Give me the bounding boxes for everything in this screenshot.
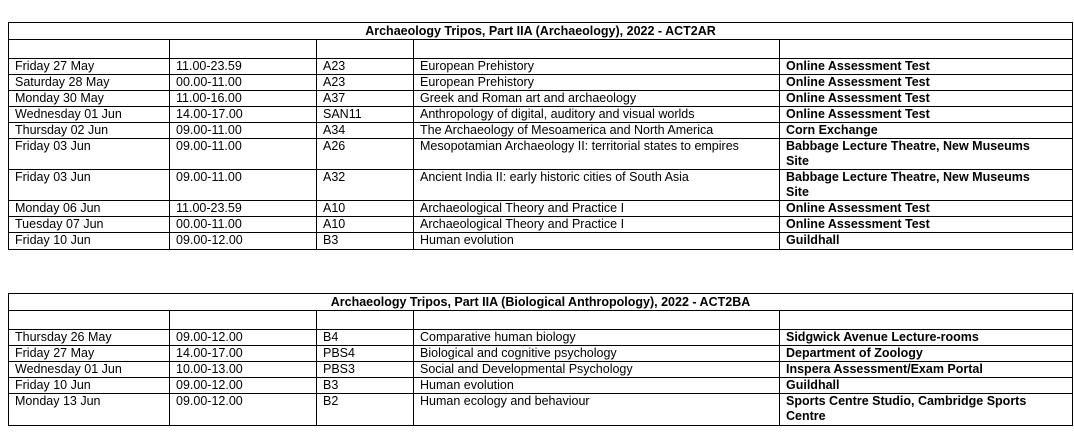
paper-title: European Prehistory <box>413 75 779 90</box>
paper-title: Human evolution <box>413 378 779 393</box>
exam-date: Thursday 02 Jun <box>15 123 109 137</box>
exam-date: Friday 10 Jun <box>15 233 91 247</box>
exam-time: 09.00-11.00 <box>169 170 316 200</box>
table-row <box>9 330 1072 346</box>
exam-venue: Guildhall <box>779 378 1072 393</box>
exam-venue: Department of Zoology <box>779 346 1072 361</box>
exam-date: Thursday 26 May <box>15 330 112 344</box>
paper-title: The Archaeology of Mesoamerica and North America <box>413 123 779 138</box>
exam-venue: Inspera Assessment/Exam Portal <box>779 362 1072 377</box>
exam-time: 00.00-11.00 <box>169 217 316 232</box>
paper-title: Archaeological Theory and Practice I <box>413 201 779 216</box>
paper-title: Ancient India II: early historic cities of South Asia <box>413 170 779 200</box>
paper-title: Mesopotamian Archaeology II: territorial states to empires <box>413 139 779 169</box>
exam-date: Wednesday 01 Jun <box>15 107 122 121</box>
exam-time: 11.00-16.00 <box>169 91 316 106</box>
table-row <box>9 394 1072 425</box>
exam-venue: Online Assessment Test <box>779 75 1072 90</box>
exam-date: Friday 03 Jun <box>15 139 91 153</box>
exam-time: 14.00-17.00 <box>169 107 316 122</box>
exam-date: Monday 30 May <box>15 91 104 105</box>
table-row <box>9 170 1072 201</box>
exam-date: Monday 13 Jun <box>15 394 101 408</box>
exam-table-biological-anthropology <box>8 293 1073 426</box>
paper-code: PBS3 <box>316 362 413 377</box>
paper-code: B3 <box>316 233 413 249</box>
paper-title: Human ecology and behaviour <box>413 394 779 425</box>
table-row <box>9 75 1072 91</box>
exam-date: Friday 03 Jun <box>15 170 91 184</box>
paper-title: Archaeological Theory and Practice I <box>413 217 779 232</box>
exam-venue: Online Assessment Test <box>779 59 1072 74</box>
exam-table-archaeology <box>8 22 1073 250</box>
exam-time: 09.00-12.00 <box>169 378 316 393</box>
paper-code: SAN11 <box>316 107 413 122</box>
exam-venue: Online Assessment Test <box>779 107 1072 122</box>
table-row <box>9 59 1072 75</box>
paper-code: B3 <box>316 378 413 393</box>
table-row <box>9 139 1072 170</box>
exam-time: 11.00-23.59 <box>169 201 316 216</box>
table-title: Archaeology Tripos, Part IIA (Archaeology), 2022 - ACT2AR <box>9 23 1072 40</box>
table-row <box>9 201 1072 217</box>
exam-date: Saturday 28 May <box>15 75 110 89</box>
table-title: Archaeology Tripos, Part IIA (Biological Anthropology), 2022 - ACT2BA <box>9 294 1072 311</box>
table-header-blank-row <box>9 40 1072 59</box>
exam-venue: Sidgwick Avenue Lecture-rooms <box>779 330 1072 345</box>
paper-code: A23 <box>316 59 413 74</box>
table-row <box>9 233 1072 249</box>
exam-date: Friday 10 Jun <box>15 378 91 392</box>
paper-code: A34 <box>316 123 413 138</box>
table-row <box>9 217 1072 233</box>
paper-code: B4 <box>316 330 413 345</box>
table-row <box>9 346 1072 362</box>
table-row <box>9 91 1072 107</box>
exam-time: 09.00-12.00 <box>169 394 316 425</box>
paper-title: Anthropology of digital, auditory and visual worlds <box>413 107 779 122</box>
paper-title: Greek and Roman art and archaeology <box>413 91 779 106</box>
paper-title: Human evolution <box>413 233 779 249</box>
exam-venue: Babbage Lecture Theatre, New Museums Site <box>779 139 1072 169</box>
table-header-blank-row <box>9 311 1072 330</box>
exam-date: Wednesday 01 Jun <box>15 362 122 376</box>
exam-time: 11.00-23.59 <box>169 59 316 74</box>
exam-time: 10.00-13.00 <box>169 362 316 377</box>
paper-code: A37 <box>316 91 413 106</box>
exam-time: 09.00-12.00 <box>169 330 316 345</box>
exam-venue: Online Assessment Test <box>779 91 1072 106</box>
paper-code: A10 <box>316 201 413 216</box>
table-row <box>9 378 1072 394</box>
exam-venue: Babbage Lecture Theatre, New Museums Site <box>779 170 1072 200</box>
paper-code: PBS4 <box>316 346 413 361</box>
exam-venue: Guildhall <box>779 233 1072 249</box>
paper-title: Social and Developmental Psychology <box>413 362 779 377</box>
paper-code: A23 <box>316 75 413 90</box>
exam-venue: Corn Exchange <box>779 123 1072 138</box>
paper-title: Comparative human biology <box>413 330 779 345</box>
table-row <box>9 107 1072 123</box>
exam-venue: Online Assessment Test <box>779 217 1072 232</box>
exam-time: 14.00-17.00 <box>169 346 316 361</box>
paper-code: A10 <box>316 217 413 232</box>
table-row <box>9 362 1072 378</box>
exam-venue: Sports Centre Studio, Cambridge Sports Centre <box>779 394 1072 425</box>
exam-date: Tuesday 07 Jun <box>15 217 104 231</box>
exam-date: Friday 27 May <box>15 59 95 73</box>
exam-time: 09.00-11.00 <box>169 139 316 169</box>
table-row <box>9 123 1072 139</box>
exam-date: Monday 06 Jun <box>15 201 101 215</box>
exam-date: Friday 27 May <box>15 346 95 360</box>
exam-time: 09.00-11.00 <box>169 123 316 138</box>
paper-title: Biological and cognitive psychology <box>413 346 779 361</box>
paper-code: A26 <box>316 139 413 169</box>
paper-title: European Prehistory <box>413 59 779 74</box>
exam-time: 00.00-11.00 <box>169 75 316 90</box>
exam-venue: Online Assessment Test <box>779 201 1072 216</box>
exam-time: 09.00-12.00 <box>169 233 316 249</box>
paper-code: B2 <box>316 394 413 425</box>
paper-code: A32 <box>316 170 413 200</box>
